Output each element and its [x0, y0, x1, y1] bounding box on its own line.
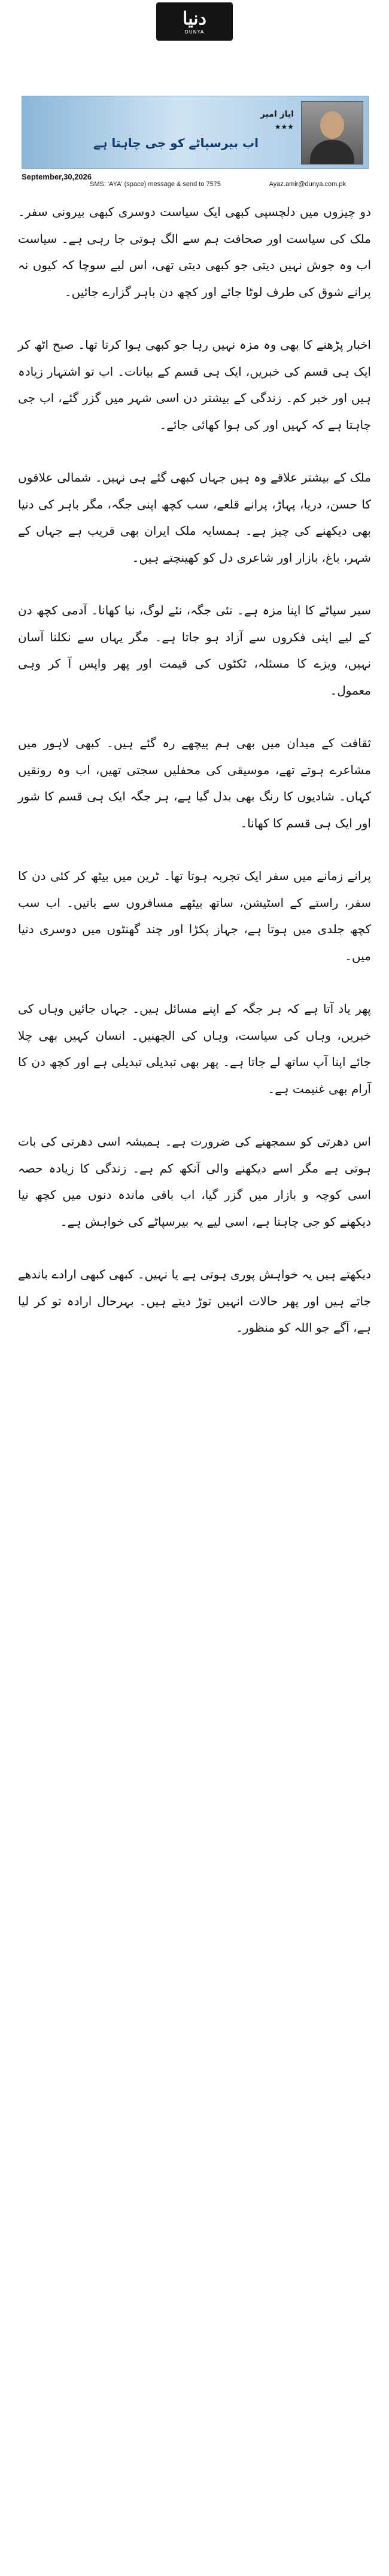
paragraph: اخبار پڑھنے کا بھی وہ مزہ نہیں رہا جو کبھی ہوا کرتا تھا۔ صبح اٹھ کر ایک ہی قسم کی خبریں، ایک ہی قسم کے بیانات۔ اب تو اشتہار زیادہ ہیں اور خبر کم۔ زندگی کے بیشتر دن اسی شہر میں گزر گئے، اب جی چاہتا ہے کہ کہیں اور کی ہوا کھائی جائے۔ — [18, 337, 371, 432]
logo-tagline: DUNYA — [184, 29, 205, 35]
publish-date: September,30,2026 — [22, 172, 92, 181]
column-banner — [22, 96, 369, 169]
column-headline: اب بیرسپاٹے کو جی چاہتا ہے — [93, 136, 259, 150]
paragraph: سیر سپاٹے کا اپنا مزہ ہے۔ نئی جگہ، نئے لوگ، نیا کھانا۔ آدمی کچھ دن کے لیے اپنی فکروں سے آزاد ہو جاتا ہے۔ مگر یہاں سے نکلنا آسان نہیں، ویزے کا مسئلہ، ٹکٹوں کی قیمت اور پھر واپس آ کر وہی معمول۔ — [18, 603, 371, 698]
paragraph: پھر یاد آتا ہے کہ ہر جگہ کے اپنے مسائل ہیں۔ جہاں جائیں وہاں کی خبریں، وہاں کی سیاست، وہاں کی الجھنیں۔ انسان کہیں بھی چلا جائے اپنا آپ ساتھ لے جاتا ہے۔ پھر بھی تبدیلی تبدیلی ہے اور کچھ دن کا آرام بھی غنیمت ہے۔ — [18, 1001, 371, 1096]
rating-stars: ★★★ — [274, 123, 294, 131]
paragraph: اس دھرتی کو سمجھنے کی ضرورت ہے۔ ہمیشہ اسی دھرتی کی بات ہوتی ہے مگر اسے دیکھنے والی آنکھ کم ہے۔ زندگی کا زیادہ حصہ اسی کوچہ و بازار میں گزر گیا، اب باقی ماندہ دنوں میں کچھ نیا دیکھنے کو جی چاہتا ہے، اسی لیے یہ بیرسپاٹے کی خواہش ہے۔ — [18, 1134, 371, 1229]
paragraph: دیکھتے ہیں یہ خواہش پوری ہوتی ہے یا نہیں۔ کبھی کبھی ارادے باندھے جاتے ہیں اور پھر حالات انہیں توڑ دیتے ہیں۔ بہرحال ارادہ تو کر لیا ہے، آگے جو اللہ کو منظور۔ — [18, 1267, 371, 1335]
paragraph: ثقافت کے میدان میں بھی ہم پیچھے رہ گئے ہیں۔ کبھی لاہور میں مشاعرے ہوتے تھے، موسیقی کی محفلیں سجتی تھیں، اب وہ رونقیں کہاں۔ شادیوں کا رنگ بھی بدل گیا ہے، ہر جگہ ایک ہی قسم کا شور اور ایک ہی قسم کا کھانا۔ — [18, 736, 371, 830]
paragraph: ملک کے بیشتر علاقے وہ ہیں جہاں کبھی گئے ہی نہیں۔ شمالی علاقوں کا حسن، دریا، پہاڑ، پرانے قلعے، سب کچھ اپنی جگہ، مگر باہر کی دنیا بھی دیکھنے کی چیز ہے۔ ہمسایہ ملک ایران بھی قریب ہے جہاں کے شہر، باغ، بازار اور شاعری دل کو کھینچتے ہیں۔ — [18, 470, 371, 565]
article-body — [18, 199, 371, 1368]
dunya-logo[interactable] — [156, 2, 233, 41]
author-name: ایاز امیر — [260, 109, 294, 119]
contact-strip — [0, 179, 346, 190]
author-photo — [301, 101, 363, 165]
paragraph: پرانے زمانے میں سفر ایک تجربہ ہوتا تھا۔ ٹرین میں بیٹھ کر کئی دن کا سفر، راستے کے اسٹیشن، ساتھ بیٹھے مسافروں سے باتیں۔ اب سب کچھ جلدی میں ہوتا ہے، جہاز پکڑا اور چند گھنٹوں میں دوسری دنیا میں۔ — [18, 869, 371, 963]
paragraph: دو چیزوں میں دلچسپی کبھی ایک سیاست دوسری کبھی بیرونی سفر۔ ملک کی سیاست اور صحافت ہم سے الگ ہوتی جا رہی ہے۔ سیاست اب وہ جوش نہیں دیتی جو کبھی دیتی تھی، اس لیے سوچا کہ کیوں نہ پرانے شوق کی طرف لوٹا جائے اور کچھ دن باہر گزارے جائیں۔ — [18, 205, 371, 299]
masthead — [0, 0, 389, 43]
logo-wordmark: دنیا — [183, 8, 206, 29]
sms-info: SMS: 'AYA' (space) message & send to 7575 — [90, 181, 221, 188]
author-email[interactable]: Ayaz.amir@dunya.com.pk — [269, 181, 346, 188]
